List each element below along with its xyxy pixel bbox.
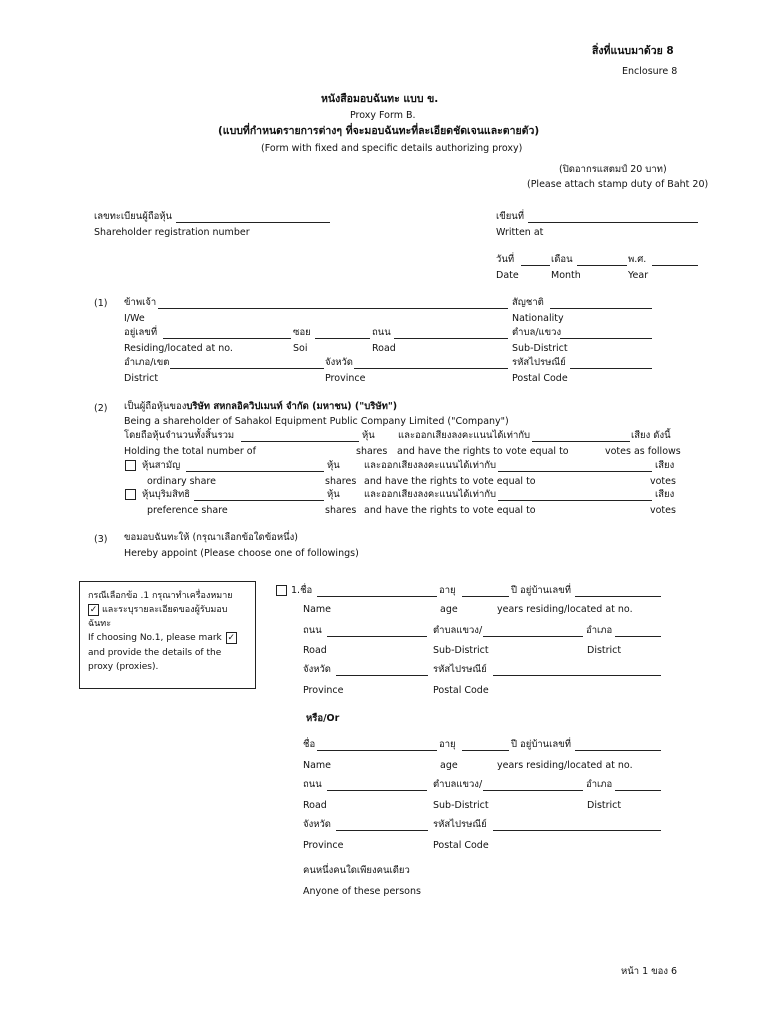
province-label-th: จังหวัด — [325, 357, 353, 368]
proxy1-road-field[interactable] — [327, 636, 427, 637]
proxy2-district-label-th: อำเภอ — [586, 779, 613, 790]
proxy1-age-field[interactable] — [462, 596, 509, 597]
ordinary-votes-unit-en: votes — [650, 476, 676, 487]
proxy1-province-label-th: จังหวัด — [303, 664, 331, 675]
year-field[interactable] — [652, 265, 698, 266]
proxy2-age-label-th: อายุ — [439, 739, 456, 750]
section2-number: (2) — [94, 403, 108, 414]
preference-votes-unit-en: votes — [650, 505, 676, 516]
residing-label-th: อยู่เลขที่ — [124, 327, 158, 338]
proxy2-postal-label-th: รหัสไปรษณีย์ — [433, 819, 487, 830]
appoint-label-th: ขอมอบฉันทะให้ (กรุณาเลือกข้อใดข้อหนึ่ง) — [124, 532, 298, 543]
year-label-en: Year — [628, 270, 649, 281]
note-line-6: proxy (proxies). — [88, 662, 159, 672]
proxy1-district-field[interactable] — [615, 636, 661, 637]
proxy1-province-field[interactable] — [336, 675, 428, 676]
proxy1-subdistrict-field[interactable] — [483, 636, 583, 637]
proxy2-age-field[interactable] — [462, 750, 509, 751]
enclosure-en: Enclosure 8 — [622, 66, 678, 77]
date-field[interactable] — [521, 265, 550, 266]
proxy2-road-label-en: Road — [303, 800, 327, 811]
soi-label-th: ซอย — [293, 327, 311, 338]
proxy2-years-label-en: years residing/located at no. — [497, 760, 633, 771]
preference-label-th: หุ้นบุริมสิทธิ — [142, 489, 191, 500]
road-label-en: Road — [372, 343, 396, 354]
proxy1-district-label-th: อำเภอ — [586, 625, 613, 636]
proxy1-subdistrict-label-th: ตำบลแขวง/ — [433, 625, 483, 636]
total-votes-field[interactable] — [532, 441, 630, 442]
residing-field[interactable] — [163, 338, 291, 339]
ordinary-votes-label-th: และออกเสียงลงคะแนนได้เท่ากับ — [364, 460, 497, 471]
proxy2-age-label-en: age — [440, 760, 458, 771]
ordinary-shares-field[interactable] — [186, 471, 324, 472]
anyone-label-th: คนหนึ่งคนใดเพียงคนเดียว — [303, 865, 410, 876]
title-en: Proxy Form B. — [350, 110, 416, 121]
proxy1-road-label-th: ถนน — [303, 625, 322, 636]
reg-label-th: เลขทะเบียนผู้ถือหุ้น — [94, 211, 173, 222]
nationality-label-th: สัญชาติ — [512, 297, 544, 308]
anyone-label-en: Anyone of these persons — [303, 886, 421, 897]
enclosure-th: สิ่งที่แนบมาด้วย 8 — [592, 45, 674, 57]
proxy-option-1-checkbox[interactable] — [276, 585, 287, 596]
soi-label-en: Soi — [293, 343, 308, 354]
preference-shares-unit-en: shares — [325, 505, 357, 516]
year-label-th: พ.ศ. — [628, 254, 647, 265]
proxy1-address-field[interactable] — [575, 596, 661, 597]
postal-field[interactable] — [570, 368, 652, 369]
preference-label-en: preference share — [147, 505, 228, 516]
iwe-label-en: I/We — [124, 313, 145, 324]
or-label: หรือ/Or — [306, 713, 340, 724]
votes-as-follows-th: เสียง ดังนี้ — [631, 430, 671, 441]
company-name-th: บริษัท สหกลอิควิปเมนท์ จำกัด (มหาชน) ("บริษัท") — [186, 401, 398, 412]
iwe-label-th: ข้าพเจ้า — [124, 297, 157, 308]
ordinary-share-checkbox[interactable] — [125, 460, 136, 471]
month-label-en: Month — [551, 270, 581, 281]
proxy1-district-label-en: District — [587, 645, 622, 656]
district-field[interactable] — [170, 368, 324, 369]
proxy1-subdistrict-label-en: Sub-District — [433, 645, 489, 656]
total-shares-unit-th: หุ้น — [362, 430, 375, 441]
appoint-label-en: Hereby appoint (Please choose one of followings) — [124, 548, 359, 559]
proxy1-age-label-en: age — [440, 604, 458, 615]
preference-shares-unit-th: หุ้น — [327, 489, 340, 500]
preference-votes-label-en: and have the rights to vote equal to — [364, 505, 536, 516]
instruction-box — [79, 581, 256, 689]
road-label-th: ถนน — [372, 327, 391, 338]
proxy2-name-label-en: Name — [303, 760, 332, 771]
proxy2-years-label-th: ปี อยู่บ้านเลขที่ — [511, 739, 572, 750]
preference-votes-unit-th: เสียง — [655, 489, 675, 500]
proxy2-postal-label-en: Postal Code — [433, 840, 489, 851]
proxy2-subdistrict-field[interactable] — [483, 790, 583, 791]
title-th: หนังสือมอบฉันทะ แบบ ข. — [321, 93, 439, 105]
ordinary-shares-unit-en: shares — [325, 476, 357, 487]
subdistrict-label-th: ตำบล/แขวง — [512, 327, 562, 338]
proxy1-postal-field[interactable] — [493, 675, 661, 676]
subdistrict-label-en: Sub-District — [512, 343, 568, 354]
ordinary-votes-field[interactable] — [498, 471, 652, 472]
subtitle-en: (Form with fixed and specific details authorizing proxy) — [261, 143, 523, 154]
preference-shares-field[interactable] — [194, 500, 324, 501]
proxy2-name-field[interactable] — [317, 750, 437, 751]
month-field[interactable] — [577, 265, 627, 266]
note-line-2: ✓ และระบุรายละเอียดของผู้รับมอบ — [89, 605, 228, 615]
district-label-en: District — [124, 373, 159, 384]
proxy2-road-field[interactable] — [327, 790, 427, 791]
preference-votes-label-th: และออกเสียงลงคะแนนได้เท่ากับ — [364, 489, 497, 500]
proxy2-district-field[interactable] — [615, 790, 661, 791]
subdistrict-field[interactable] — [560, 338, 652, 339]
total-label-th: โดยถือหุ้นจำนวนทั้งสิ้นรวม — [124, 430, 235, 441]
ordinary-label-th: หุ้นสามัญ — [142, 460, 181, 471]
shareholder-label-th: เป็นผู้ถือหุ้นของบริษัท สหกลอิควิปเมนท์ จำกัด (มหาชน) ("บริษัท") — [124, 401, 398, 412]
proxy1-name-label-en: Name — [303, 604, 332, 615]
residing-label-en: Residing/located at no. — [124, 343, 233, 354]
proxy2-district-label-en: District — [587, 800, 622, 811]
proxy2-province-label-th: จังหวัด — [303, 819, 331, 830]
proxy2-postal-field[interactable] — [493, 830, 661, 831]
proxy1-name-label-th: 1.ชื่อ — [291, 585, 313, 596]
written-field[interactable] — [528, 222, 698, 223]
written-label-en: Written at — [496, 227, 544, 238]
proxy1-years-label-en: years residing/located at no. — [497, 604, 633, 615]
proxy1-years-label-th: ปี อยู่บ้านเลขที่ — [511, 585, 572, 596]
reg-field[interactable] — [176, 222, 330, 223]
district-label-th: อำเภอ/เขต — [124, 357, 170, 368]
proxy2-road-label-th: ถนน — [303, 779, 322, 790]
preference-share-checkbox[interactable] — [125, 489, 136, 500]
note-line-4: If choosing No.1, please mark ✓ — [88, 633, 236, 643]
stamp-th: (ปิดอากรแสตมป์ 20 บาท) — [559, 164, 667, 175]
total-shares-field[interactable] — [241, 441, 359, 442]
page-number: หน้า 1 ของ 6 — [621, 966, 678, 977]
written-label-th: เขียนที่ — [496, 211, 525, 222]
month-label-th: เดือน — [551, 254, 573, 265]
note-line-5: and provide the details of the — [88, 648, 222, 658]
stamp-en: (Please attach stamp duty of Baht 20) — [527, 179, 709, 190]
proxy2-subdistrict-label-en: Sub-District — [433, 800, 489, 811]
ordinary-shares-unit-th: หุ้น — [327, 460, 340, 471]
proxy2-address-field[interactable] — [575, 750, 661, 751]
road-field[interactable] — [394, 338, 508, 339]
check-mark-icon: ✓ — [227, 633, 236, 643]
proxy1-road-label-en: Road — [303, 645, 327, 656]
proxy2-name-label-th: ชื่อ — [303, 739, 316, 750]
date-label-th: วันที่ — [496, 254, 515, 265]
postal-label-en: Postal Code — [512, 373, 568, 384]
province-label-en: Province — [325, 373, 366, 384]
section3-number: (3) — [94, 534, 108, 545]
province-field[interactable] — [354, 368, 508, 369]
proxy1-age-label-th: อายุ — [439, 585, 456, 596]
proxy1-postal-label-th: รหัสไปรษณีย์ — [433, 664, 487, 675]
subtitle-th: (แบบที่กำหนดรายการต่างๆ ที่จะมอบฉันทะที่ละเอียดชัดเจนและตายตัว) — [218, 125, 540, 137]
proxy1-name-field[interactable] — [317, 596, 437, 597]
proxy2-province-field[interactable] — [336, 830, 428, 831]
nationality-field[interactable] — [550, 308, 652, 309]
check-mark-icon: ✓ — [89, 605, 98, 615]
total-votes-label-th: และออกเสียงลงคะแนนได้เท่ากับ — [398, 430, 531, 441]
votes-as-follows-en: votes as follows — [605, 446, 681, 457]
postal-label-th: รหัสไปรษณีย์ — [512, 357, 566, 368]
reg-label-en: Shareholder registration number — [94, 227, 250, 238]
total-shares-unit-en: shares — [356, 446, 388, 457]
proxy1-province-label-en: Province — [303, 685, 344, 696]
total-votes-label-en: and have the rights to vote equal to — [397, 446, 569, 457]
ordinary-votes-label-en: and have the rights to vote equal to — [364, 476, 536, 487]
ordinary-label-en: ordinary share — [147, 476, 216, 487]
proxy1-postal-label-en: Postal Code — [433, 685, 489, 696]
soi-field[interactable] — [315, 338, 370, 339]
preference-votes-field[interactable] — [498, 500, 652, 501]
note-line-3: ฉันทะ — [88, 619, 112, 629]
proxy2-province-label-en: Province — [303, 840, 344, 851]
nationality-label-en: Nationality — [512, 313, 564, 324]
ordinary-votes-unit-th: เสียง — [655, 460, 675, 471]
total-label-en: Holding the total number of — [124, 446, 256, 457]
proxy2-subdistrict-label-th: ตำบลแขวง/ — [433, 779, 483, 790]
date-label-en: Date — [496, 270, 519, 281]
shareholder-label-en: Being a shareholder of Sahakol Equipment Public Company Limited ("Company") — [124, 416, 509, 427]
note-line-1: กรณีเลือกข้อ .1 กรุณาทำเครื่องหมาย — [88, 591, 233, 601]
section1-number: (1) — [94, 298, 108, 309]
iwe-field[interactable] — [158, 308, 508, 309]
